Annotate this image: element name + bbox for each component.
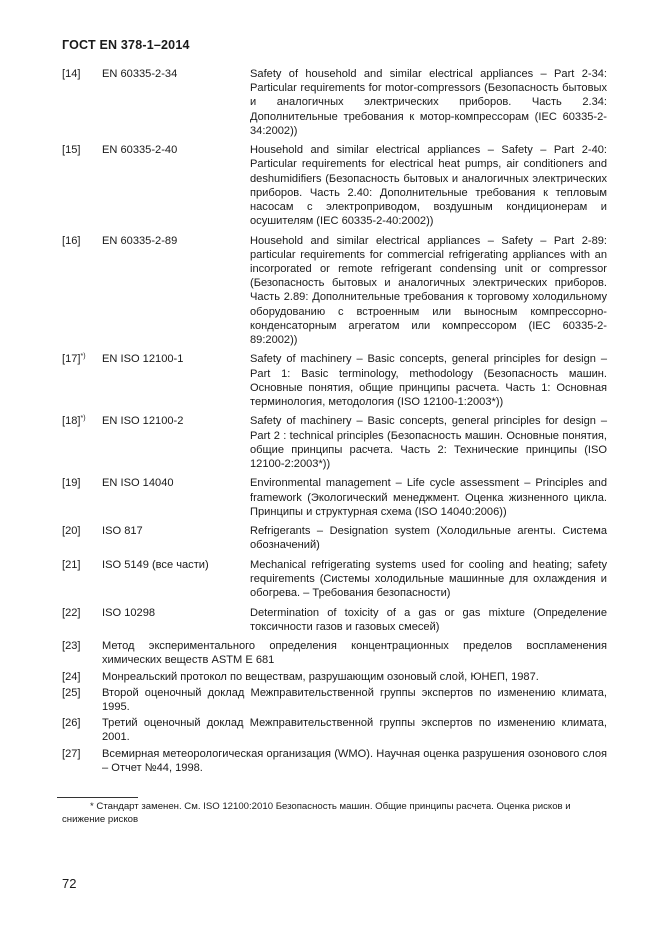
reference-title: Refrigerants – Designation system (Холодильные агенты. Система обозначений): [250, 525, 607, 552]
reference-number: [16]: [62, 234, 81, 247]
bibliography-list: [62, 67, 607, 777]
reference-title: Environmental management – Life cycle assessment – Principles and framework (Экологический менеджмент. Оценка жизненного цикла. Принципы и структурная схема (ISO 14040:2006)): [250, 477, 607, 518]
reference-title: Mechanical refrigerating systems used for cooling and heating; safety requirements (Системы холодильные машинные для охлаждения и обогрева. – Требования безопасности): [250, 558, 607, 600]
reference-text: Третий оценочный доклад Межправительственной группы экспертов по изменению климата, 2001.: [102, 717, 607, 744]
reference-number: [26]: [62, 717, 81, 730]
reference-entry-24: [62, 670, 607, 684]
reference-number: [20]: [62, 525, 81, 538]
reference-number: [24]: [62, 670, 81, 683]
reference-number: [19]: [62, 477, 81, 490]
reference-entry-25: [62, 686, 607, 714]
reference-code: ISO 5149 (все части): [102, 558, 209, 571]
reference-title: Household and similar electrical appliances – Safety – Part 2-40: Particular requirements for electrical heat pumps, air conditioners and deshumidifiers (Безопасность бытовых и аналогичных электрических приборов. Часть 2.40: Дополнительные требования к тепловым насосам с электроприводом, воздушным кондиционерам и осушителям (IEC 60335-2-40:2002)): [250, 144, 607, 228]
reference-text: Метод экспериментального определения концентрационных пределов воспламенения химических веществ ASTM E 681: [102, 640, 607, 667]
reference-entry-23: [62, 639, 607, 667]
reference-code: EN 60335-2-40: [102, 144, 178, 157]
footnote: * Стандарт заменен. См. ISO 12100:2010 Безопасность машин. Общие принципы расчета. Оценка рисков и снижение рисков: [62, 801, 571, 825]
reference-title: Determination of toxicity of a gas or gas mixture (Определение токсичности газов и газовых смесей): [250, 606, 607, 633]
page-number: 72: [62, 876, 77, 891]
reference-entry-20: [62, 524, 607, 552]
reference-code: EN ISO 12100-1: [102, 353, 184, 366]
reference-entry-16: [62, 234, 607, 348]
reference-entry-26: [62, 716, 607, 744]
reference-text: Монреальский протокол по веществам, разрушающим озоновый слой, ЮНЕП, 1987.: [102, 670, 539, 683]
reference-number: [17]*): [62, 353, 86, 366]
reference-code: ISO 10298: [102, 606, 156, 619]
reference-number: [14]: [62, 68, 81, 80]
reference-entry-18: [62, 414, 607, 471]
reference-number: [25]: [62, 686, 81, 699]
reference-code: ISO 817: [102, 525, 143, 538]
reference-number: [21]: [62, 558, 81, 571]
reference-number: [27]: [62, 747, 81, 760]
reference-entry-21: [62, 558, 607, 601]
reference-entry-17: [62, 352, 607, 409]
reference-text: Второй оценочный доклад Межправительственной группы экспертов по изменению климата, 1995.: [102, 686, 607, 714]
reference-code: EN 60335-2-34: [102, 68, 178, 80]
reference-title: Household and similar electrical appliances – Safety – Part 2-89: particular requirements for commercial refrigerating appliances with an incorporated or remote refrigerant condensing unit or compressor (Безопасность бытовых и аналогичных электрических приборов. Часть 2.89: Дополнительные требования к торговому холодильному оборудованию с встроенным или выносным компрессорно-конденсаторным агрегатом или компрессором (IEC 60335-2-89:2002)): [250, 234, 607, 347]
reference-entry-15: [62, 143, 607, 228]
reference-code: EN ISO 14040: [102, 477, 174, 490]
reference-text: Всемирная метеорологическая организация (WMO). Научная оценка разрушения озонового слоя – Отчет №44, 1998.: [102, 747, 607, 774]
reference-code: EN 60335-2-89: [102, 234, 178, 247]
footnote-divider: [57, 797, 138, 798]
reference-title: Safety of machinery – Basic concepts, general principles for design – Part 1: Basic terminology, methodology (Безопасность машин. Основные понятия, общие принципы расчета. Часть 1: Основная терминология, методология (ISO 12100-1:2003*)): [250, 353, 607, 409]
reference-entry-19: [62, 476, 607, 519]
document-header: ГОСТ EN 378-1–2014: [62, 38, 190, 52]
reference-entry-27: [62, 747, 607, 775]
reference-title: Safety of machinery – Basic concepts, general principles for design – Part 2 : technical principles (Безопасность машин. Основные понятия, общие принципы расчета. Часть 2: Технические принципы (ISO 12100-2:2003*)): [250, 415, 607, 471]
reference-entry-14: [62, 67, 607, 138]
reference-number: [15]: [62, 144, 81, 157]
reference-code: EN ISO 12100-2: [102, 415, 184, 428]
reference-entry-22: [62, 606, 607, 634]
reference-number: [22]: [62, 606, 81, 619]
reference-number: [23]: [62, 640, 81, 653]
reference-title: Safety of household and similar electrical appliances – Part 2-34: Particular requirements for motor-compressors (Безопасность бытовых и аналогичных электрических приборов. Часть 2.34: Дополнительные требования к мотор-компрессорам (IEC 60335-2-34:2002)): [250, 68, 607, 137]
reference-number: [18]*): [62, 415, 86, 428]
